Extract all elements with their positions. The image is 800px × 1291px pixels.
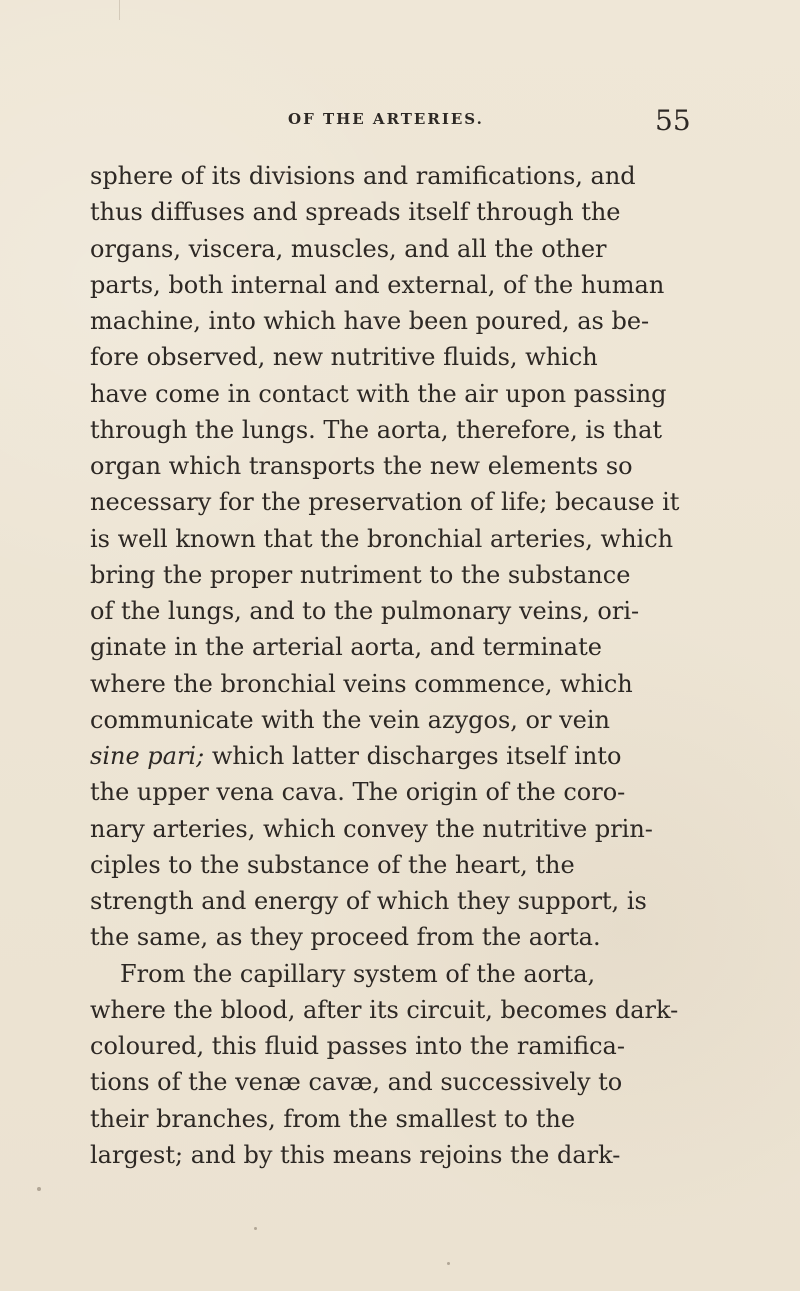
italic-phrase: sine pari; (90, 742, 205, 770)
text-line: coloured, this fluid passes into the ramifica- (90, 1032, 625, 1060)
text-line: bring the proper nutriment to the substance (90, 560, 631, 589)
text-line: is well known that the bronchial arteries, which (90, 524, 674, 553)
text-line: ginate in the arterial aorta, and terminate (90, 633, 602, 662)
text-line: machine, into which have been poured, as be- (90, 307, 650, 335)
text-line: ciples to the substance of the heart, the (90, 850, 575, 879)
text-line: tions of the venæ cavæ, and successively to (90, 1068, 623, 1097)
text-line: through the lungs. The aorta, therefore, is that (90, 415, 663, 444)
page-number: 55 (655, 104, 691, 137)
text-line: the upper vena cava. The origin of the coro- (90, 778, 626, 807)
text-line: fore observed, new nutritive fluids, which (90, 343, 598, 372)
text-line (90, 738, 700, 774)
text-line: their branches, from the smallest to the (90, 1104, 576, 1133)
text-line: nary arteries, which convey the nutritive prin- (90, 814, 653, 843)
page-header (0, 104, 800, 138)
text-line: have come in contact with the air upon passing (90, 379, 667, 408)
body-text (90, 158, 700, 1173)
text-line: where the bronchial veins commence, which (90, 669, 633, 698)
text-line: communicate with the vein azygos, or vein (90, 705, 610, 734)
paper-speck (447, 1262, 450, 1265)
text-line: organ which transports the new elements so (90, 452, 633, 480)
text-line: of the lungs, and to the pulmonary veins, ori- (90, 597, 640, 625)
text-line: thus diffuses and spreads itself through the (90, 198, 621, 227)
text-line: organs, viscera, muscles, and all the other (90, 234, 607, 263)
text-line: strength and energy of which they support, is (90, 887, 647, 915)
line-remainder: which latter discharges itself into (204, 742, 622, 770)
paper-speck (37, 1187, 41, 1191)
text-line: parts, both internal and external, of the human (90, 270, 665, 299)
paper-mark (119, 0, 120, 20)
text-line: largest; and by this means rejoins the dark- (90, 1140, 621, 1169)
paper-speck (254, 1227, 257, 1230)
text-line: sphere of its divisions and ramifications, and (90, 162, 636, 190)
text-line: the same, as they proceed from the aorta. (90, 923, 601, 952)
text-line: where the blood, after its circuit, becomes dark- (90, 995, 679, 1024)
text-line: From the capillary system of the aorta, (120, 959, 596, 988)
text-line: necessary for the preservation of life; because it (90, 488, 680, 517)
running-head: OF THE ARTERIES. (288, 110, 484, 128)
